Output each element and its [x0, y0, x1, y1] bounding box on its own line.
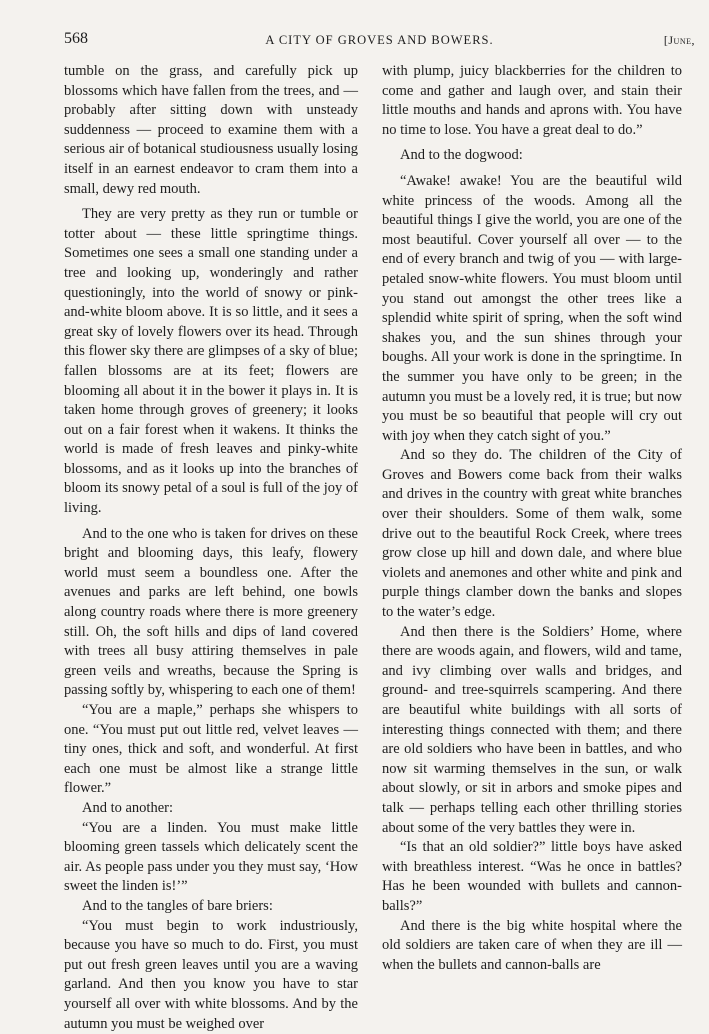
issue-month: [June,	[663, 33, 695, 47]
paragraph: And then there is the Soldiers’ Home, where there are woods again, and flowers, wild and tame, and ivy climbing over walls and bridges, and ground- and tree-squirrels scampering. And there are beautiful white buildings with all sorts of interesting things connected with them; and there are old soldiers who have been in battles, and who now sit warming themselves in the sun, or walk about slowly, or sit in arbors and smoke pipes and talk — perhaps telling each other thrilling stories about some of the very battles they were in.	[382, 623, 682, 836]
paragraph: “You must begin to work industriously, because you have so much to do. First, you must put out fresh green leaves until you are a waving garland. And then you know you have to star yourself all over with white blossoms. And by the autumn you must be weighed over	[64, 917, 358, 1032]
paragraph: And to another:	[82, 799, 174, 816]
paragraph: And there is the big white hospital where the old soldiers are taken care of when they are ill — when the bullets and cannon-balls are	[382, 917, 682, 973]
paragraph: tumble on the grass, and carefully pick up blossoms which have fallen from the trees, and — probably after sitting down with unsteady suddenness — proceed to examine them with a serious air of botanical studiousness usually losing itself in an earnest endeavor to cram them into a small, dewy red mouth.	[64, 63, 358, 197]
paragraph: “Is that an old soldier?” little boys have asked with breathless interest. “Was he once in battles? Has he been wounded with bullets and cannon-balls?”	[382, 839, 682, 914]
paragraph: And to the dogwood:	[400, 147, 523, 164]
paragraph: “Awake! awake! You are the beautiful wild white princess of the woods. Among all the beautiful things I give the world, you are one of the most beautiful. Cover yourself all over — to the end of every branch and twig of you — with large-petaled snow-white flowers. You must bloom until you stand out amongst the other trees like a splendid white spirit of spring, when the soft wind shakes you, and the sun shines through your boughs. All your work is done in the springtime. In the summer you have only to be green; in the autumn you must be a lovely red, it is true; but now you must be so beautiful that people will cry out with joy when they catch sight of you.”	[382, 172, 682, 444]
running-title: A CITY OF GROVES AND BOWERS.	[265, 33, 494, 47]
paragraph: They are very pretty as they run or tumble or totter about — these little springtime things. Sometimes one sees a small one standing under a tree and looking up, wonderingly and rather questioningly, into the world of snowy or pink-and-white bloom above. It is so little, and it sees a great sky of lovely flowers over its head. Through this flower sky there are glimpses of a sky of blue; fallen blossoms are at its feet; flowers are blooming all about it in the bower it plays in. It is taken home through groves of greenery; it looks out on a fair forest when it wakens. It thinks the world is made of fresh leaves and pinky-white blossoms, and as it looks up into the branches of bloom its snowy petal of a soul is full of the joy of living.	[64, 206, 358, 517]
right-column	[382, 62, 682, 975]
paragraph: And so they do. The children of the City of Groves and Bowers come back from their walks and drives in the country with great white branches over their shoulders. Some of them walk, some drive out to the beautiful Rock Creek, where trees grow close up hill and down dale, and where blue violets and anemones and other white and pink and purple things clamber down the banks and slopes to the water’s edge.	[382, 447, 682, 621]
paragraph: And to the one who is taken for drives on these bright and blooming days, this leafy, flowery world must seem a boundless one. After the avenues and parks are left behind, one bowls along country roads where there is more greenery still. Oh, the soft hills and dips of land covered with trees all busy attiring themselves in pale green veils and wreaths, because the Spring is passing softly by, whispering to each one of them!	[64, 525, 358, 699]
paragraph: And to the tangles of bare briers:	[82, 897, 273, 914]
paragraph: “You are a linden. You must make little blooming green tassels which delicately scent the air. As people pass under you they must say, ‘How sweet the linden is!’”	[64, 819, 358, 895]
page-number: 568	[64, 30, 88, 47]
page-header	[64, 30, 695, 54]
paragraph: with plump, juicy blackberries for the children to come and gather and laugh over, and stain their little mouths and hands and aprons with. You have no time to lose. You have a great deal to do.”	[382, 63, 682, 138]
left-column	[64, 62, 358, 1034]
paragraph: “You are a maple,” perhaps she whispers to one. “You must put out little red, velvet leaves — tiny ones, thick and soft, and wonderful. At first each one must be almost like a strange little flower.”	[64, 702, 358, 797]
